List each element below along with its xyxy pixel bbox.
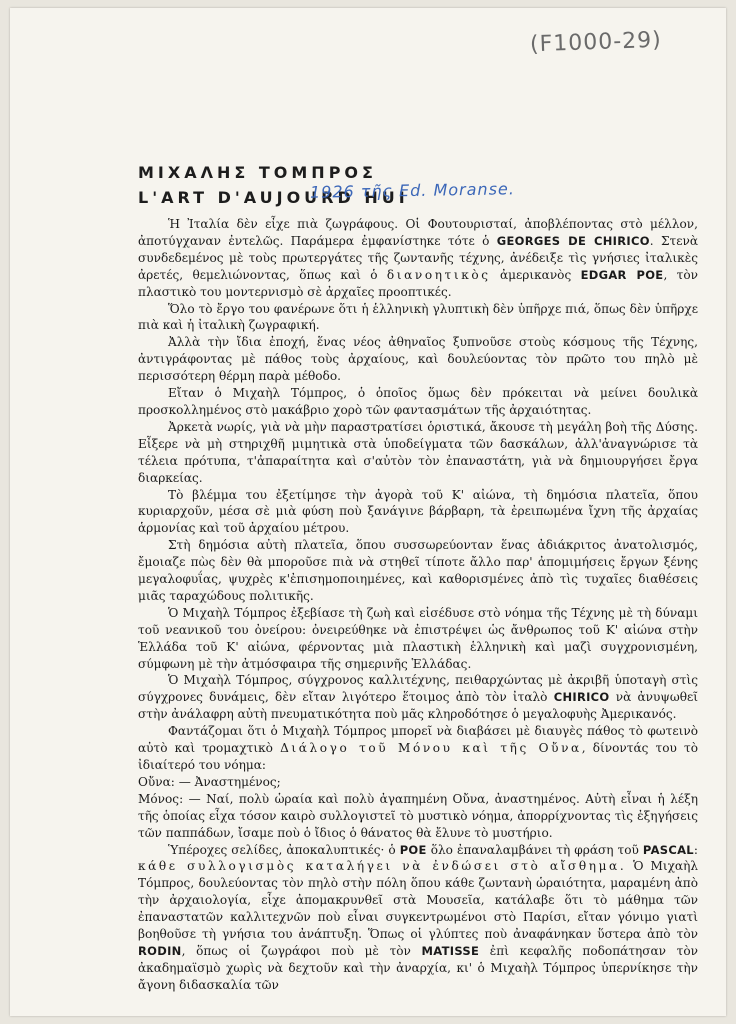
paragraph-3: Ἀλλὰ τὴν ἴδια ἐποχή, ἕνας νέος ἀθηναῖος ξυπνοῦσε στοὺς κόσμους τῆς Τέχνης, ἀντιγράφοντας μὲ πάθος τοὺς ἀρχαίους, καὶ δουλεύοντας τὸν πρῶτο του πηλὸ μὲ περισσότερη θέρμη παρὰ μέθοδο. — [138, 335, 698, 384]
paragraph-7: Στὴ δημόσια αὐτὴ πλατεῖα, ὅπου συσσωρεύονταν ἕνας ἀδιάκριτος ἀνατολισμός, ἔμοιαζε πὼς δὲν θὰ μποροῦσε πιὰ νὰ στηθεῖ τίποτε ἄλλο παρ' ἀπομιμήσεις ἔργων ξένης μεγαλοφυΐας, ψυχρὲς κ'ἐπισημοποιημένες, καὶ καθορισμένες ἀπὸ τὶς τυχαῖες διαθέσεις μιᾶς ταραχώδους πολιτικῆς. — [138, 538, 698, 603]
paragraph-10: Φαντάζομαι ὅτι ὁ Μιχαὴλ Τόμπρος μπορεῖ νὰ διαβάσει μὲ διαυγὲς πάθος τὸ φωτεινὸ αὐτὸ καὶ τρομαχτικὸ Διάλογο τοῦ Μόνου καὶ τῆς Οὔνα, δίνοντάς του τὸ ἰδιαίτερό του νόημα: — [138, 724, 698, 772]
paragraph-1: Ἡ Ἰταλία δὲν εἶχε πιὰ ζωγράφους. Οἱ Φουτουρισταί, ἀποβλέποντας στὸ μέλλον, ἀποτύγχαναν ἐντελῶς. Παράμερα ἐμφανίστηκε τότε ὁ GEORGES DE CHIRICO. Στενὰ συνδεδεμένος μὲ τοὺς πρωτεργάτες τῆς ζωντανῆς τέχνης, ἀνέδειξε τὶς γνήσιες ἰταλικὲς ἀρετές, θεμελιώνοντας, ὅπως καὶ ὁ διανοητικὸς ἀμερικανὸς EDGAR POE, τὸν πλαστικὸ του μοντερνισμὸ σὲ ἀρχαῖες προοπτικές. — [138, 217, 698, 299]
paragraph-9: Ὁ Μιχαὴλ Τόμπρος, σύγχρονος καλλιτέχνης, πειθαρχώντας μὲ ἀκριβῆ ὑποταγὴ στὶς σύγχρονες δυνάμεις, δὲν εἴταν λιγότερο ἕτοιμος ἀπὸ τὸν ἰταλὸ CHIRICO νὰ ἀνυψωθεῖ στὴν ἀνάλαφρη αὐτὴ πνευματικότητα ποὺ μᾶς κληροδότησε ὁ μεγαλοφυὴς Ἀμερικανός. — [138, 673, 698, 722]
handwritten-annotation: 1926 τῆς Ed. Moranse. — [309, 179, 516, 202]
heading-source: L'ART D'AUJOURD HUI — [138, 188, 409, 207]
name-poe: POE — [399, 842, 427, 857]
name-poe: EDGAR POE — [580, 267, 664, 282]
name-matisse: MATISSE — [421, 943, 480, 958]
archive-reference-note: (F1000-29) — [529, 27, 663, 58]
name-chirico: GEORGES DE CHIRICO — [496, 233, 650, 248]
name-rodin: RODIN — [138, 943, 182, 958]
paragraph-4: Εἴταν ὁ Μιχαὴλ Τόμπρος, ὁ ὁποῖος ὅμως δὲν πρόκειται νὰ μείνει δουλικὰ προσκολλημένος στὸ μακάβριο χορὸ τῶν φαντασμάτων τῆς ἀρχαιότητας. — [138, 386, 698, 417]
spaced-word: διανοητικὸς — [386, 267, 491, 282]
heading-author: ΜΙΧΑΛΗΣ ΤΟΜΠΡΟΣ — [138, 163, 377, 182]
dialog-line-monos: Μόνος: — Ναί, πολὺ ὡραία καὶ πολὺ ἀγαπημένη Οὔνα, ἀναστημένος. Αὐτὴ εἶναι ἡ λέξη τῆς ὁποίας εἶχα τόσον καιρὸ συλλογιστεῖ τὸ μυστικὸ νόημα, ἀπορρίχνοντας τὶς ἐξηγήσεις τῶν παππάδων, ἴσαμε ποὺ ὁ ἴδιος ὁ θάνατος θὰ ἔλυνε τὸ μυστήριο. — [138, 791, 698, 840]
document-page — [10, 8, 726, 1016]
paragraph-11: Ὑπέροχες σελίδες, ἀποκαλυπτικές· ὁ POE ὅλο ἐπαναλαμβάνει τὴ φράση τοῦ PASCAL: κάθε συλλογισμὸς καταλήγει νὰ ἐνδώσει στὸ αἴσθημα. Ὁ Μιχαὴλ Τόμπρος, δουλεύοντας τὸν πηλὸ στὴν πόλη ὅπου κάθε ζωντανὴ ὡραιότητα, μαραμένη ἀπὸ τὴν ἀρχαιολογία, εἶχε ἀπομακρυνθεῖ στὰ Μουσεῖα, κατάλαβε ὅτι τὸ μάθημα τῶν ἐπαναστατῶν καλλιτεχνῶν ποὺ εἶναι συγκεντρωμένοι στὸ Παρίσι, εἴταν γόνιμο γιατὶ βοηθοῦσε τὴ γνήσια του ἀνάπτυξη. Ὅπως οἱ γλύπτες ποὺ ἀναφάνηκαν ὕστερα ἀπὸ τὸν RODIN, ὅπως οἱ ζωγράφοι ποὺ μὲ τὸν MATISSE ἐπὶ κεφαλῆς ποδοπάτησαν τὸν ἀκαδημαϊσμὸ χωρὶς νὰ δεχτοῦν καὶ τὴν ἀναρχία, κι' ὁ Μιχαὴλ Τόμπρος ὑπερνίκησε τὴν ἄγονη διδασκαλία τῶν — [138, 842, 699, 992]
paragraph-5: Ἀρκετὰ νωρίς, γιὰ νὰ μὴν παραστρατίσει ὁριστικά, ἄκουσε τὴ μεγάλη βοὴ τῆς Δύσης. Εἶξερε νὰ μὴ στηριχθῆ μιμητικὰ στὰ ὑποδείγματα τῶν δασκάλων, ἀλλ'ἀναγνώρισε τὰ τέλεια πρότυπα, τ'ἀπαραίτητα καὶ σ'αὐτὸν τὸν ἐπαναστάτη, γιὰ νὰ δημιουργήσει ἔργα διαρκείας. — [138, 419, 698, 485]
name-chirico: CHIRICO — [553, 690, 610, 705]
spaced-title: Διάλογο τοῦ Μόνου καὶ τῆς Οὔνα — [280, 741, 582, 756]
paragraph-6: Τὸ βλέμμα του ἐξετίμησε τὴν ἀγορὰ τοῦ Κ' αἰώνα, τὴ δημόσια πλατεῖα, ὅπου κυριαρχοῦν, μέσα σὲ μιὰ φύση ποὺ ξανάγινε βάρβαρη, τὰ ἐρειπωμένα ἴχνη τῆς ἀρχαίας ἁρμονίας καὶ τοῦ ἀρχαίου μέτρου. — [138, 487, 698, 536]
article-body — [138, 216, 698, 994]
paragraph-2: Ὅλο τὸ ἔργο του φανέρωνε ὅτι ἡ ἑλληνικὴ γλυπτικὴ δὲν ὑπῆρχε πιά, ὅπως δὲν ὑπῆρχε πιὰ καὶ ἡ ἰταλικὴ ζωγραφική. — [138, 301, 698, 333]
spaced-quote: κάθε συλλογισμὸς καταλήγει νὰ ἐνδώσει στὸ αἴσθημα. — [138, 859, 627, 874]
name-pascal: PASCAL — [642, 842, 694, 857]
paragraph-8: Ὁ Μιχαὴλ Τόμπρος ἐξεβίασε τὴ ζωὴ καὶ εἰσέδυσε στὸ νόημα τῆς Τέχνης μὲ τὴ δύναμι τοῦ νεανικοῦ του ὀνείρου: ὀνειρεύθηκε νὰ ἐπιστρέψει ὡς ἄνθρωπος τοῦ Κ' αἰώνα στὴν Ἑλλάδα τοῦ Κ' αἰώνα, φέρνοντας μιὰ πλαστικὴ ἑλληνικὴ καὶ μαζὶ συγχρονισμένη, σύμφωνη μὲ τὴν ἀτμόσφαιρα τῆς σημερινῆς Ἑλλάδας. — [138, 605, 698, 671]
dialog-line-una: Οὔνα: — Ἀναστημένος; — [138, 774, 281, 789]
